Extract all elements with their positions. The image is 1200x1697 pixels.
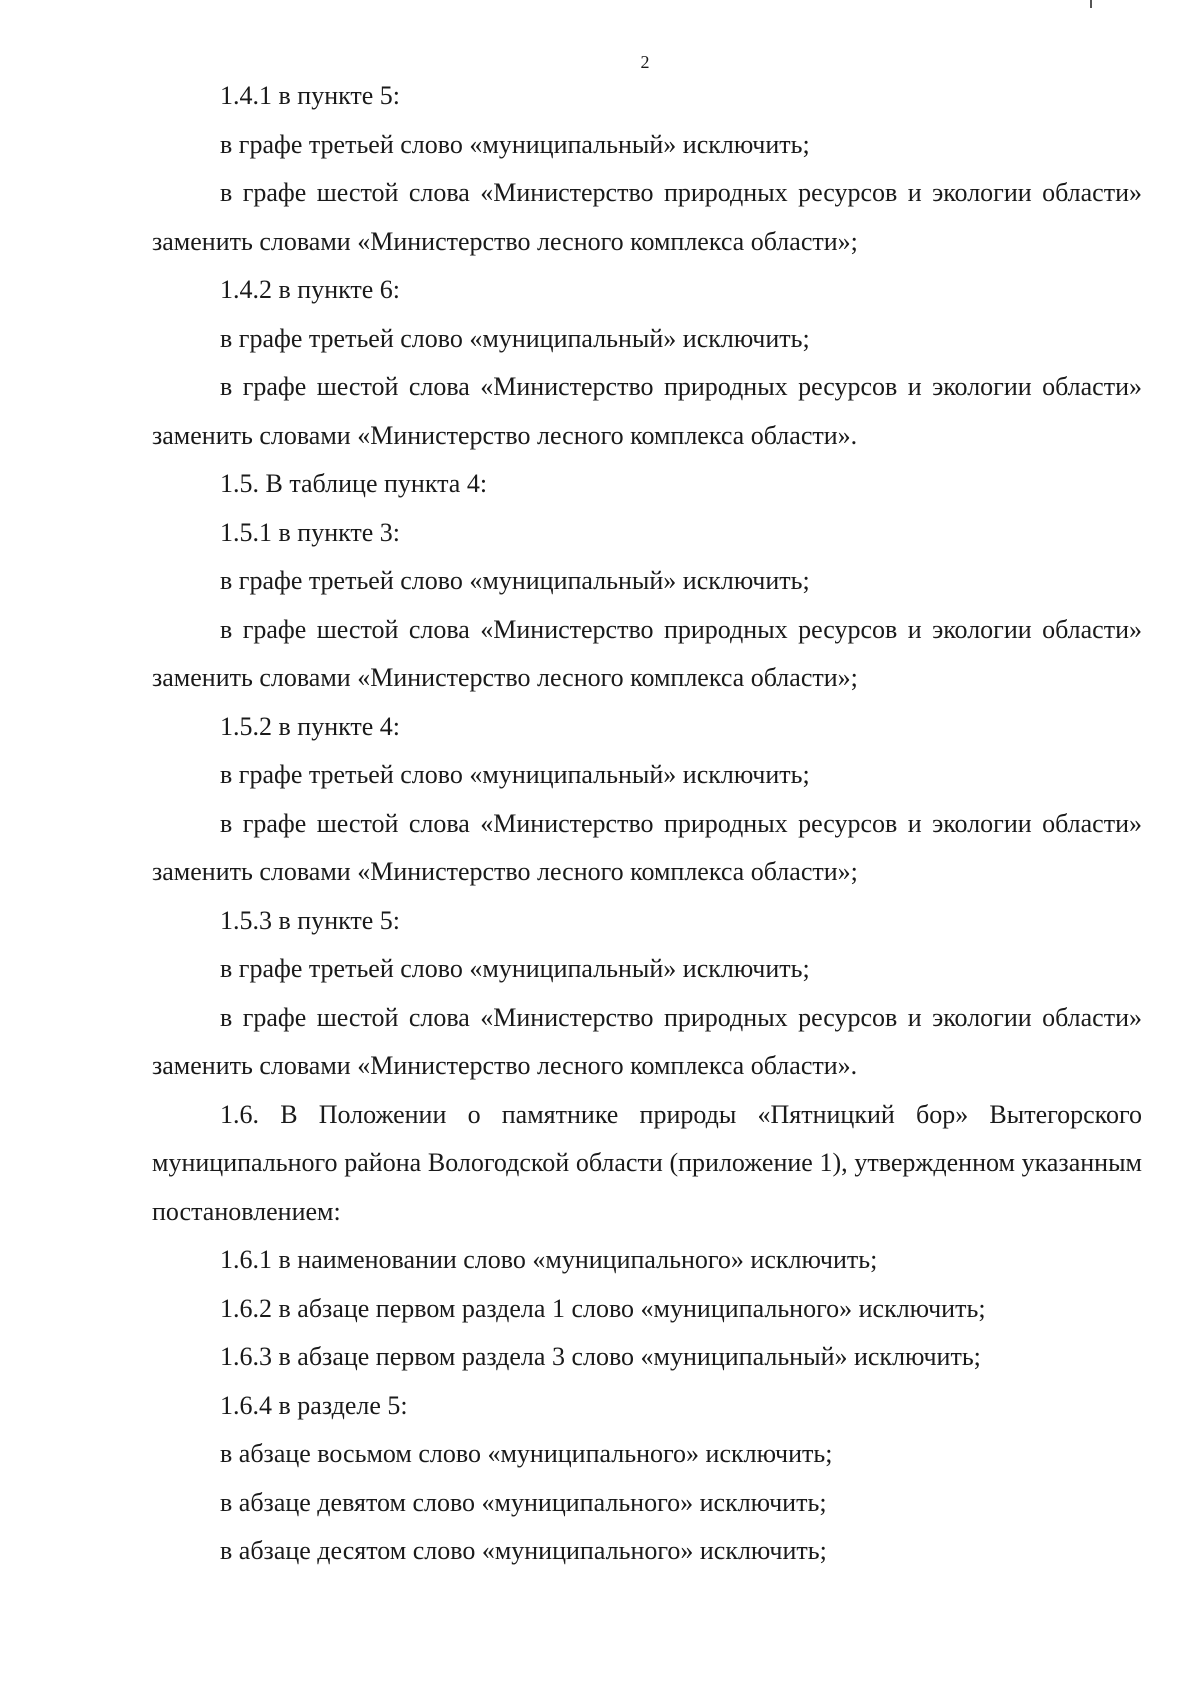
paragraph: в графе третьей слово «муниципальный» исключить; [220,760,810,789]
paragraph: 1.6. В Положении о памятнике природы «Пятницкий бор» Вытегорского муниципального района Вологодской области (приложение 1), утвержденном указанным постановлением: [152,1099,1142,1226]
paragraph: в абзаце девятом слово «муниципального» исключить; [220,1487,827,1517]
paragraph: 1.4.1 в пункте 5: [220,81,401,110]
document-body [152,72,1142,1576]
paragraph: 1.6.3 в абзаце первом раздела 3 слово «муниципальный» исключить; [220,1342,981,1371]
paragraph: в абзаце десятом слово «муниципального» исключить; [220,1536,827,1565]
paragraph: 1.5.1 в пункте 3: [220,517,401,547]
paragraph: 1.5.2 в пункте 4: [220,711,401,741]
paragraph: 1.6.2 в абзаце первом раздела 1 слово «муниципального» исключить; [220,1293,986,1323]
paragraph: в графе шестой слова «Министерство природных ресурсов и экологии области» заменить словами «Министерство лесного комплекса области». [152,372,1142,450]
paragraph: в графе третьей слово «муниципальный» исключить; [220,323,810,353]
page-number: 2 [640,52,650,72]
paragraph: в графе шестой слова «Министерство природных ресурсов и экологии области» заменить словами «Министерство лесного комплекса области». [152,1002,1142,1080]
paragraph: 1.6.1 в наименовании слово «муниципального» исключить; [220,1245,878,1274]
scan-corner-mark [1090,0,1092,8]
paragraph: в графе шестой слова «Министерство природных ресурсов и экологии области» заменить словами «Министерство лесного комплекса области»; [152,614,1142,692]
paragraph: 1.4.2 в пункте 6: [220,275,401,304]
paragraph: 1.6.4 в разделе 5: [220,1390,408,1420]
paragraph: 1.5.3 в пункте 5: [220,905,401,935]
paragraph: 1.5. В таблице пункта 4: [220,469,488,498]
paragraph: в графе третьей слово «муниципальный» исключить; [220,566,810,595]
paragraph: в графе третьей слово «муниципальный» исключить; [220,129,810,159]
paragraph: в графе третьей слово «муниципальный» исключить; [220,954,810,983]
paragraph: в абзаце восьмом слово «муниципального» исключить; [220,1439,833,1468]
paragraph: в графе шестой слова «Министерство природных ресурсов и экологии области» заменить словами «Министерство лесного комплекса области»; [152,178,1142,256]
paragraph: в графе шестой слова «Министерство природных ресурсов и экологии области» заменить словами «Министерство лесного комплекса области»; [152,808,1142,886]
